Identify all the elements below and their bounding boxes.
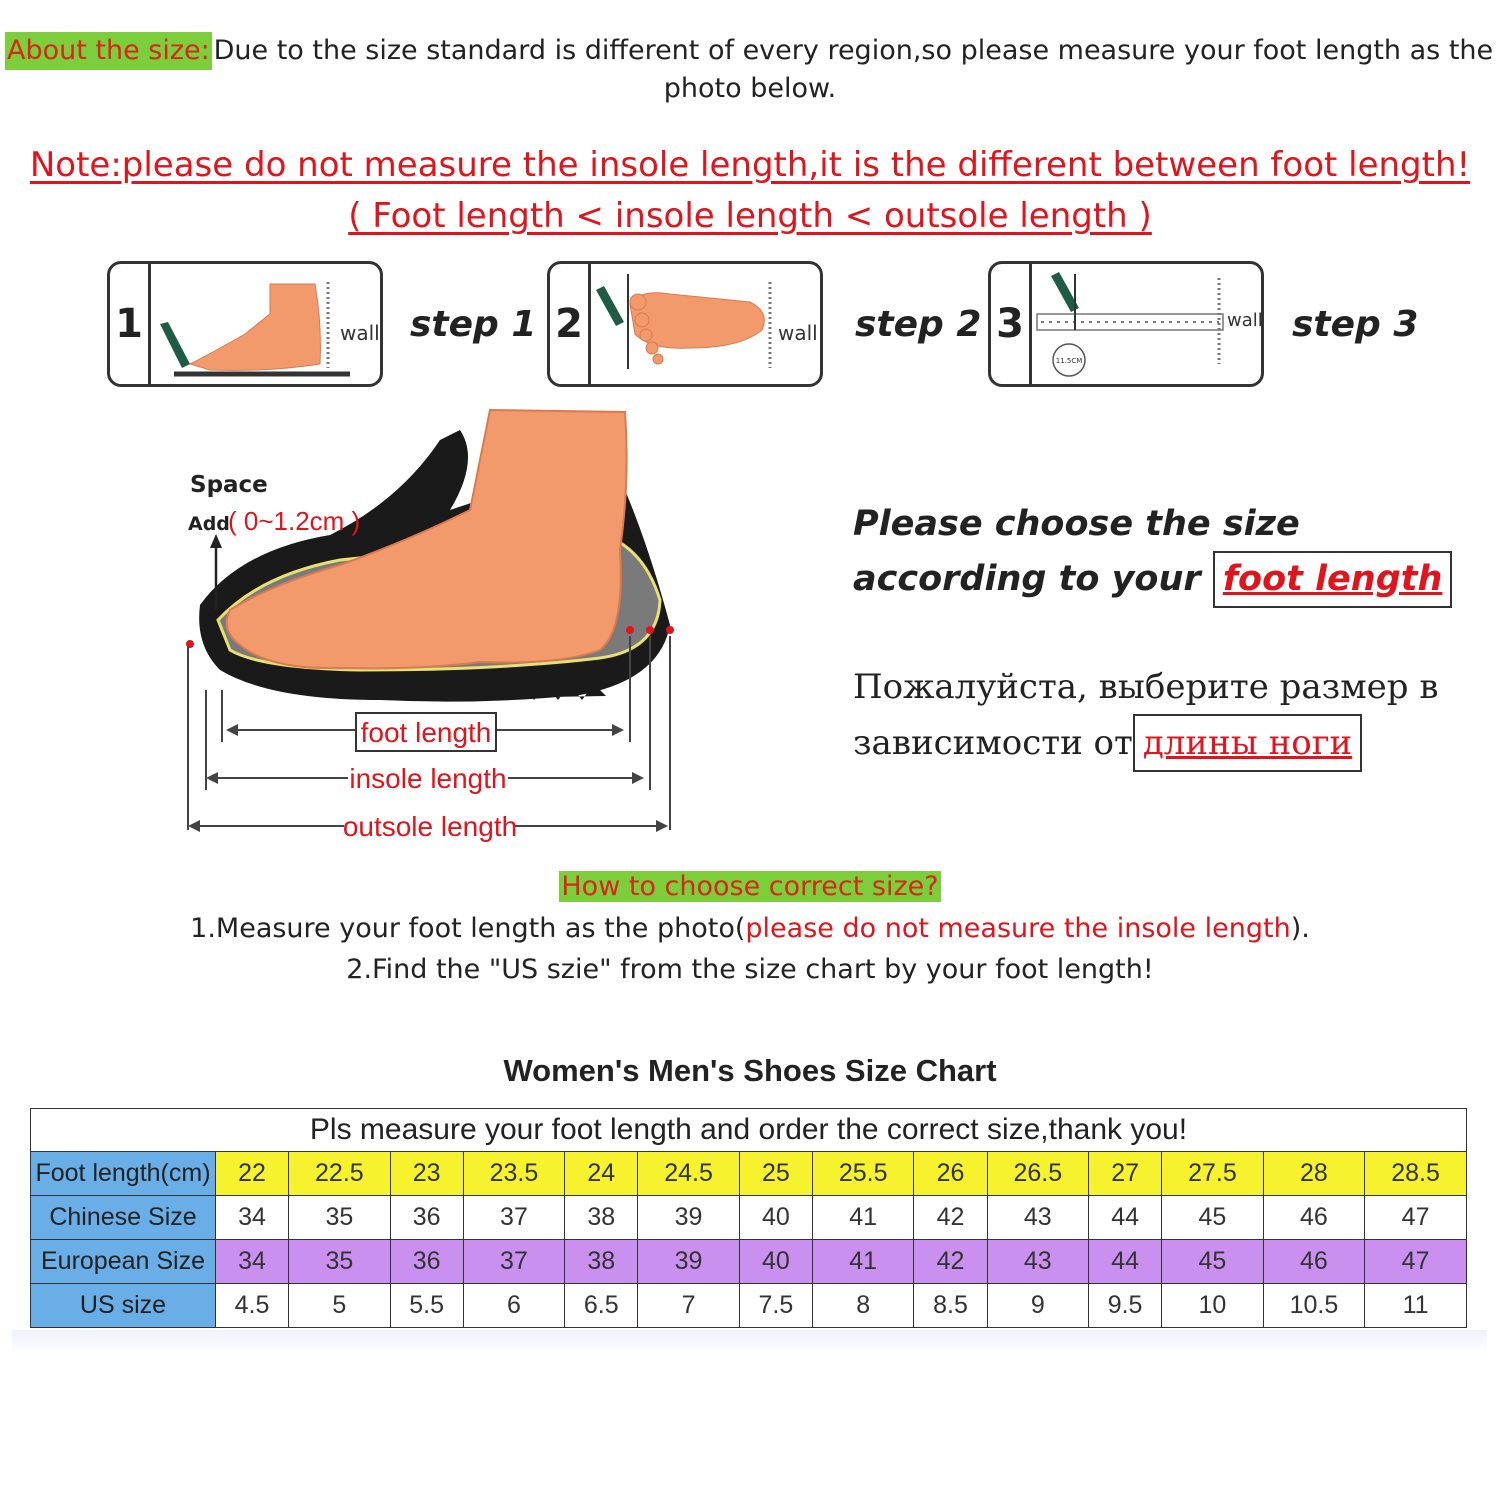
howto-step-1-prefix: 1.Measure your foot length as the photo(	[190, 913, 746, 944]
howto-step-1-warning: please do not measure the insole length	[745, 913, 1291, 944]
choose-en-prefix: according to your	[853, 559, 1201, 599]
size-cell: 42	[914, 1196, 987, 1240]
size-cell: 36	[390, 1240, 463, 1284]
size-cell: 4.5	[216, 1284, 289, 1328]
size-cell: 43	[987, 1196, 1089, 1240]
step-2-wall-label: wall	[778, 321, 818, 345]
size-cell: 45	[1162, 1196, 1264, 1240]
outsole-length-label: outsole length	[342, 811, 518, 842]
size-cell: 5	[289, 1284, 391, 1328]
step-1-illustration	[107, 261, 383, 387]
note-line: Note:please do not measure the insole length,it is the different between foot length!	[29, 145, 1471, 185]
step-3-wall-label: wall	[1227, 310, 1263, 331]
size-cell: 11	[1365, 1284, 1467, 1328]
insole-heel-marker	[646, 626, 654, 634]
step-2-number: 2	[550, 264, 591, 384]
row-header: US size	[31, 1284, 216, 1328]
size-cell: 8.5	[914, 1284, 987, 1328]
table-row-foot-length	[31, 1152, 1467, 1196]
size-cell: 24	[565, 1152, 638, 1196]
size-cell: 7	[638, 1284, 740, 1328]
choose-size-english	[853, 498, 1452, 608]
size-cell: 27.5	[1162, 1152, 1264, 1196]
step-3-ruler-mark: 11.5CM	[1055, 357, 1083, 365]
size-cell: 38	[565, 1240, 638, 1284]
size-cell: 6.5	[565, 1284, 638, 1328]
size-cell: 9.5	[1089, 1284, 1162, 1328]
step-2-illustration	[547, 261, 823, 387]
step-1-label: step 1	[410, 304, 537, 345]
howto-step-1-suffix: ).	[1290, 913, 1310, 944]
size-cell: 28.5	[1365, 1152, 1467, 1196]
size-cell: 39	[638, 1196, 740, 1240]
size-cell: 36	[390, 1196, 463, 1240]
howto-step-1	[0, 913, 1500, 944]
foot-length-diagram	[180, 400, 700, 850]
size-cell: 41	[812, 1240, 914, 1284]
step-3-label: step 3	[1292, 304, 1419, 345]
size-cell: 41	[812, 1196, 914, 1240]
size-cell: 44	[1089, 1240, 1162, 1284]
foot-length-highlight-ru: длины ноги	[1133, 714, 1362, 772]
row-header: European Size	[31, 1240, 216, 1284]
howto-step-2: 2.Find the "US szie" from the size chart by your foot length!	[346, 954, 1154, 985]
foot-length-highlight: foot length	[1213, 551, 1453, 608]
size-chart-title: Women's Men's Shoes Size Chart	[503, 1053, 997, 1088]
size-chart-table	[30, 1108, 1467, 1328]
ruler-measure-icon	[1031, 264, 1263, 386]
size-cell: 37	[463, 1196, 565, 1240]
size-cell: 8	[812, 1284, 914, 1328]
row-header: Chinese Size	[31, 1196, 216, 1240]
size-cell: 6	[463, 1284, 565, 1328]
step-3-illustration	[988, 261, 1264, 387]
size-cell: 10	[1162, 1284, 1264, 1328]
size-cell: 22	[216, 1152, 289, 1196]
step-1-number: 1	[110, 264, 151, 384]
size-cell: 47	[1365, 1196, 1467, 1240]
size-cell: 35	[289, 1240, 391, 1284]
size-cell: 40	[739, 1196, 812, 1240]
size-cell: 25.5	[812, 1152, 914, 1196]
size-cell: 28	[1263, 1152, 1365, 1196]
size-cell: 22.5	[289, 1152, 391, 1196]
size-cell: 38	[565, 1196, 638, 1240]
size-cell: 9	[987, 1284, 1089, 1328]
size-cell: 23.5	[463, 1152, 565, 1196]
size-cell: 40	[739, 1240, 812, 1284]
size-cell: 46	[1263, 1240, 1365, 1284]
choose-en-line1: Please choose the size	[853, 504, 1300, 544]
foot-side-icon	[150, 264, 382, 386]
step-1-wall-label: wall	[340, 321, 380, 345]
about-size-label: About the size:	[5, 32, 212, 70]
size-cell: 24.5	[638, 1152, 740, 1196]
howto-title	[0, 871, 1500, 902]
size-cell: 46	[1263, 1196, 1365, 1240]
choose-ru-line1: Пожалуйста, выберите размер в	[853, 667, 1439, 707]
size-cell: 34	[216, 1240, 289, 1284]
about-size-body: Due to the size standard is different of every region,so please measure your foot length as the photo below.	[213, 35, 1494, 104]
size-cell: 5.5	[390, 1284, 463, 1328]
space-label: Space	[190, 472, 268, 498]
choose-en-line2	[853, 551, 1452, 608]
size-chart-caption: Pls measure your foot length and order the correct size,thank you!	[31, 1109, 1467, 1152]
note-comparison: ( Foot length < insole length < outsole length )	[348, 196, 1152, 236]
size-cell: 47	[1365, 1240, 1467, 1284]
choose-ru-prefix: зависимости от	[853, 723, 1133, 763]
add-label: Add	[188, 513, 230, 535]
size-cell: 35	[289, 1196, 391, 1240]
size-cell: 10.5	[1263, 1284, 1365, 1328]
howto-title-text: How to choose correct size?	[561, 871, 939, 902]
foot-length-label: foot length	[360, 717, 492, 748]
table-bottom-fade	[12, 1330, 1487, 1354]
foot-heel-marker	[626, 626, 634, 634]
size-cell: 37	[463, 1240, 565, 1284]
step-3-number: 3	[991, 264, 1032, 384]
outsole-heel-marker	[666, 626, 674, 634]
size-cell: 25	[739, 1152, 812, 1196]
table-row-chinese-size	[31, 1196, 1467, 1240]
insole-length-label: insole length	[349, 763, 507, 794]
size-cell: 26	[914, 1152, 987, 1196]
choose-size-russian	[853, 660, 1439, 772]
size-cell: 27	[1089, 1152, 1162, 1196]
size-cell: 39	[638, 1240, 740, 1284]
row-header: Foot length(cm)	[31, 1152, 216, 1196]
size-cell: 34	[216, 1196, 289, 1240]
size-cell: 44	[1089, 1196, 1162, 1240]
choose-ru-line2	[853, 714, 1439, 772]
size-cell: 23	[390, 1152, 463, 1196]
size-cell: 7.5	[739, 1284, 812, 1328]
table-row-european-size	[31, 1240, 1467, 1284]
foot-shape	[227, 410, 627, 668]
size-cell: 26.5	[987, 1152, 1089, 1196]
size-cell: 45	[1162, 1240, 1264, 1284]
add-value: ( 0~1.2cm )	[228, 506, 361, 536]
table-row-us-size	[31, 1284, 1467, 1328]
size-cell: 43	[987, 1240, 1089, 1284]
about-size-text	[5, 32, 1495, 108]
step-2-label: step 2	[855, 304, 982, 345]
size-cell: 42	[914, 1240, 987, 1284]
foot-top-icon	[590, 264, 822, 386]
